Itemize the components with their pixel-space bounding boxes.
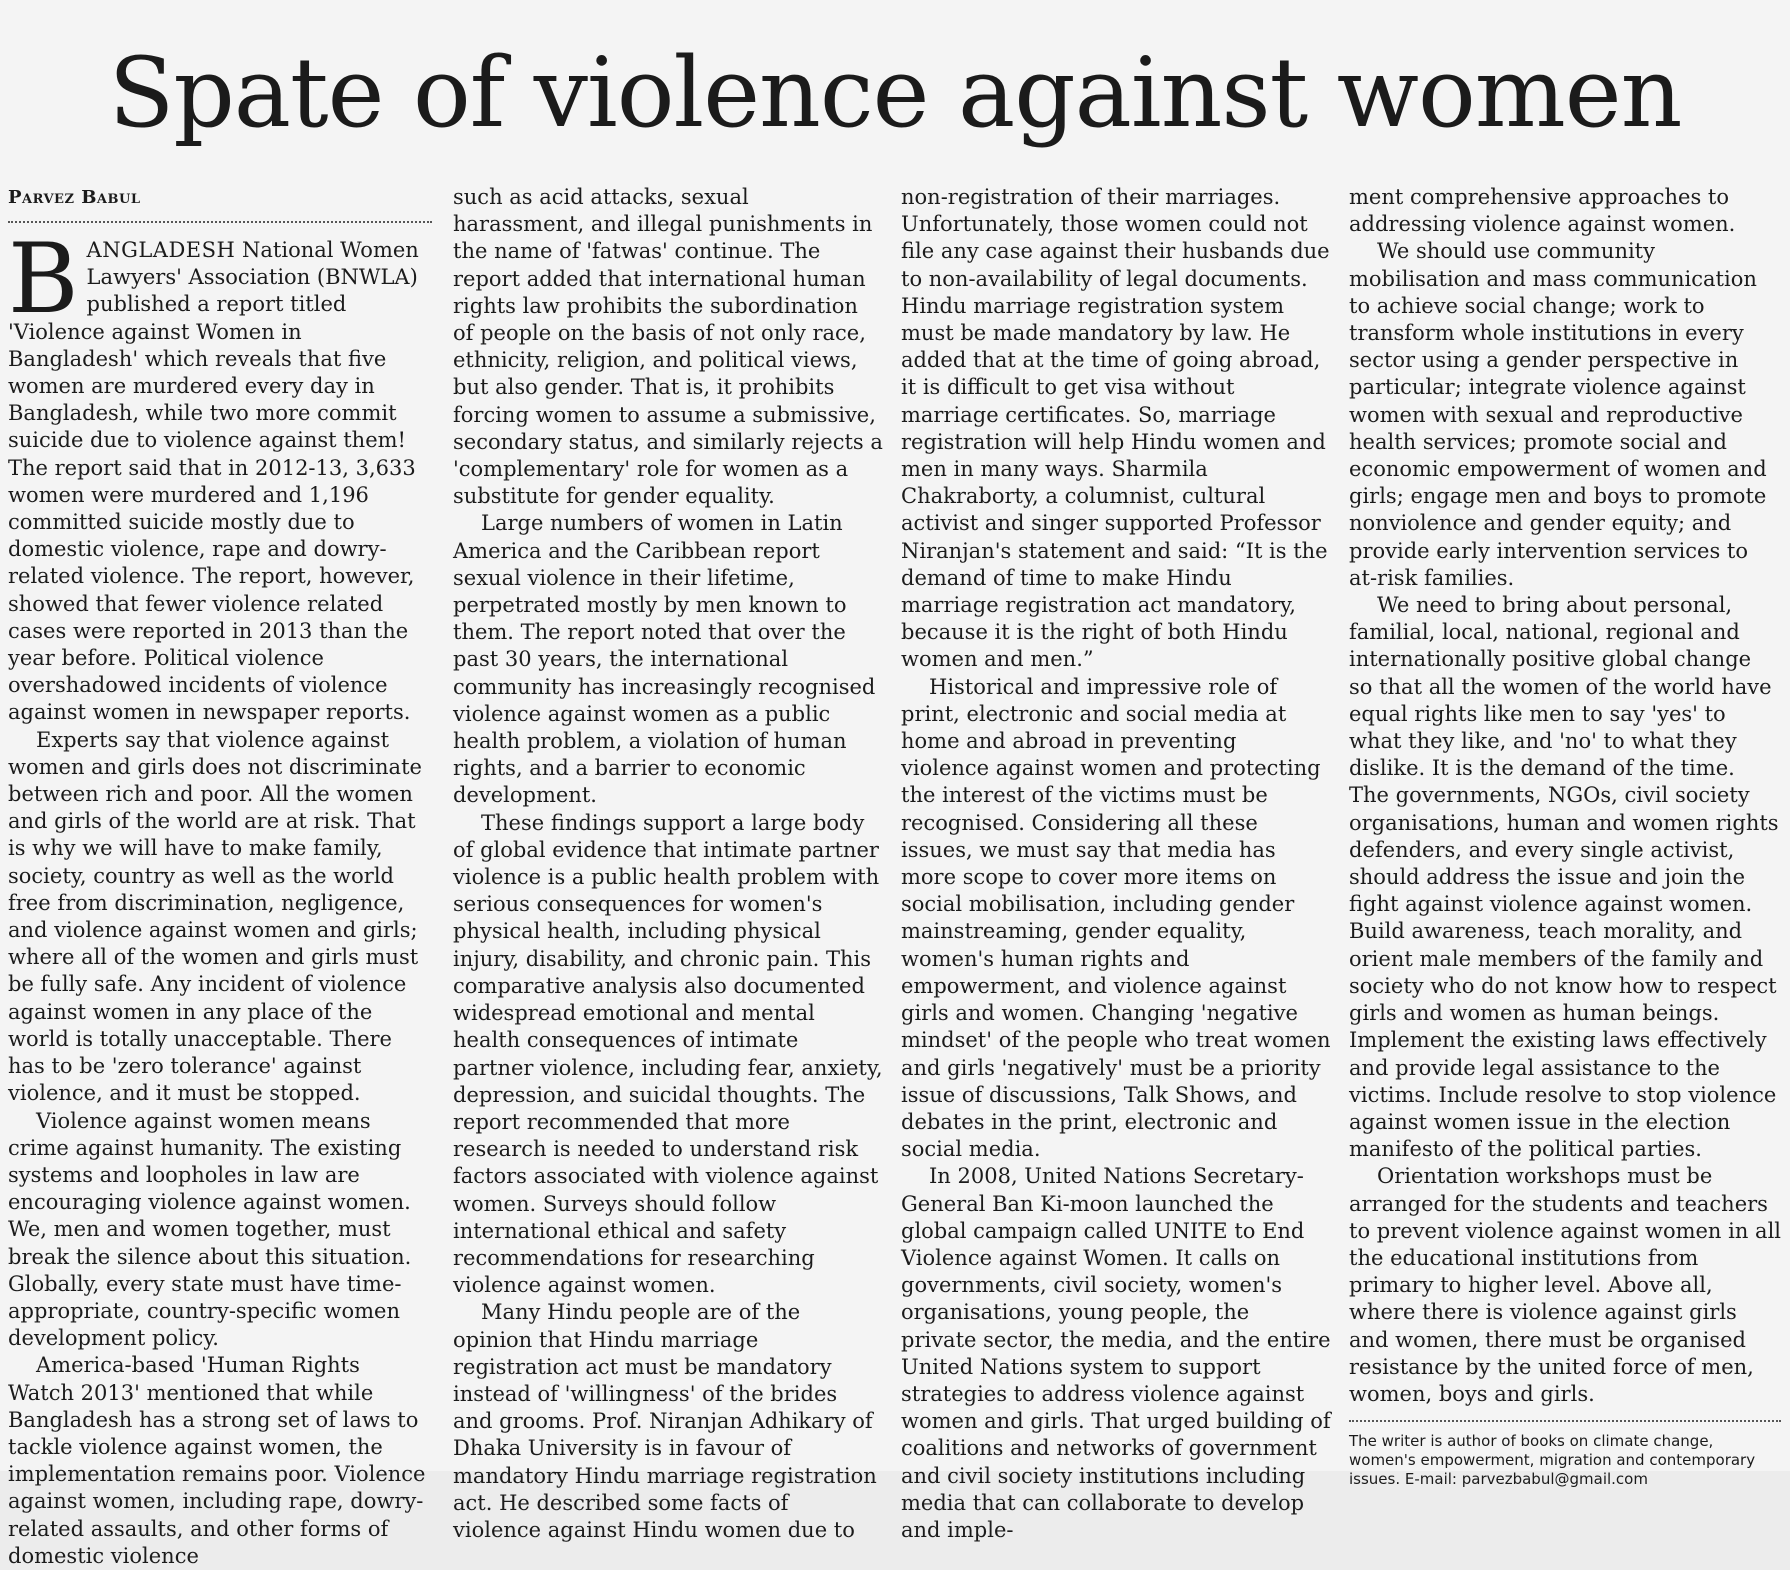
lead-caps: ANGLADESH xyxy=(86,238,236,262)
column-4 xyxy=(1349,184,1781,1489)
paragraph: Experts say that violence against women and girls does not discriminate between rich and poor. All the women and girls of the world are at risk. That is why we will have to make family, society, country as well as the world free from discrimination, negligence, and violence against women and girls; where all of the women and girls must be fully safe. Any incident of violence against women in any place of the world is totally unacceptable. There has to be 'zero tolerance' against violence, and it must be stopped. xyxy=(8,727,422,1106)
drop-cap: B xyxy=(8,223,79,335)
lead-paragraph xyxy=(8,223,432,727)
column-3 xyxy=(901,184,1331,1542)
paragraph: Large numbers of women in Latin America and the Caribbean report sexual violence in their lifetime, perpetrated mostly by men known to them. The report noted that over the past 30 years, the international community has increasingly recognised violence against women as a public health problem, a violation of human rights, and a barrier to economic development. xyxy=(453,511,876,808)
paragraph: Many Hindu people are of the opinion that Hindu marriage registration act must be mandatory instead of 'willingness' of the brides and grooms. Prof. Niranjan Adhikary of Dhaka University is in favour of mandatory Hindu marriage registration act. He described some facts of violence against Hindu women due to xyxy=(453,1300,877,1542)
author-footnote: The writer is author of books on climate change, women's empowerment, migration and contemporary issues. E-mail: parvezbabul@gmail.com xyxy=(1349,1432,1756,1489)
paragraph: Orientation workshops must be arranged for the students and teachers to prevent violence against women in all the educational institutions from primary to higher level. Above all, where there is violence against girls and women, there must be organised resistance by the united force of men, women, boys and girls. xyxy=(1349,1164,1781,1406)
paragraph: non-registration of their marriages. Unfortunately, those women could not file any case against their husbands due to non-availability of legal documents. Hindu marriage registration system must be made mandatory by law. He added that at the time of going abroad, it is difficult to get visa without marriage certificates. So, marriage registration will help Hindu women and men in many ways. Sharmila Chakraborty, a columnist, cultural activist and singer supported Professor Niranjan's statement and said: “It is the demand of time to make Hindu marriage registration act mandatory, because it is the right of both Hindu women and men.” xyxy=(901,185,1330,672)
paragraph: Violence against women means crime against humanity. The existing systems and loopholes in law are encouraging violence against women. We, men and women together, must break the silence about this situation. Globally, every state must have time-appropriate, country-specific women development policy. xyxy=(8,1108,412,1351)
paragraph: Historical and impressive role of print, electronic and social media at home and abroad in preventing violence against women and protecting the interest of the victims must be recognised. Considering all these issues, we must say that media has more scope to cover more items on social mobilisation, including gender mainstreaming, gender equality, women's human rights and empowerment, and violence against girls and women. Changing 'negative mindset' of the people who treat women and girls 'negatively' must be a priority issue of discussions, Talk Shows, and debates in the print, electronic and social media. xyxy=(901,674,1331,1162)
column-1 xyxy=(8,184,432,1568)
headline: Spate of violence against women xyxy=(108,37,1682,149)
byline: Parvez Babul xyxy=(8,187,141,208)
footnote-divider xyxy=(1349,1420,1781,1422)
paragraph: ment comprehensive approaches to addressing violence against women. xyxy=(1349,185,1736,237)
paragraph: America-based 'Human Rights Watch 2013' mentioned that while Bangladesh has a strong set of laws to tackle violence against women, the implementation remains poor. Violence against women, including rape, dowry-related assaults, and other forms of domestic violence xyxy=(8,1353,426,1568)
paragraph: We need to bring about personal, familial, local, national, regional and internationally positive global change so that all the women of the world have equal rights like men to say 'yes' to what they like, and 'no' to what they dislike. It is the demand of the time. The governments, NGOs, civil society organisations, human and women rights defenders, and every single activist, should address the issue and join the fight against violence against women. Build awareness, teach morality, and orient male members of the family and society who do not know how to respect girls and women as human beings. Implement the existing laws effectively and provide legal assistance to the victims. Include resolve to stop violence against women issue in the election manifesto of the political parties. xyxy=(1349,593,1779,1162)
paragraph: In 2008, United Nations Secretary-General Ban Ki-moon launched the global campaign called UNITE to End Violence against Women. It calls on governments, civil society, women's organisations, young people, the private sector, the media, and the entire United Nations system to support strategies to address violence against women and girls. That urged building of coalitions and networks of government and civil society institutions including media that can collaborate to develop and imple- xyxy=(901,1164,1331,1542)
lead-text: National Women Lawyers' Association (BNWLA) published a report titled 'Violence against Women in Bangladesh' which reveals that five women are murdered every day in Bangladesh, while two more commit suicide due to violence against them! The report said that in 2012-13, 3,633 women were murdered and 1,196 committed suicide mostly due to domestic violence, rape and dowry-related violence. The report, however, showed that fewer violence related cases were reported in 2013 than the year before. Political violence overshadowed incidents of violence against women in newspaper reports. xyxy=(8,238,419,725)
paragraph: These findings support a large body of global evidence that intimate partner violence is a public health problem with serious consequences for women's physical health, including physical injury, disability, and chronic pain. This comparative analysis also documented widespread emotional and mental health consequences of intimate partner violence, including fear, anxiety, depression, and suicidal thoughts. The report recommended that more research is needed to understand risk factors associated with violence against women. Surveys should follow international ethical and safety recommendations for researching violence against women. xyxy=(453,810,883,1298)
column-2 xyxy=(453,184,883,1542)
paragraph: such as acid attacks, sexual harassment, and illegal punishments in the name of 'fatwas' continue. The report added that international human rights law prohibits the subordination of people on the basis of not only race, ethnicity, religion, and political views, but also gender. That is, it prohibits forcing women to assume a submissive, secondary status, and similarly rejects a 'complementary' role for women as a substitute for gender equality. xyxy=(453,185,883,509)
paragraph: We should use community mobilisation and mass communication to achieve social change; work to transform whole institutions in every sector using a gender perspective in particular; integrate violence against women with sexual and reproductive health services; promote social and economic empowerment of women and girls; engage men and boys to promote nonviolence and gender equity; and provide early intervention services to at-risk families. xyxy=(1349,239,1767,590)
